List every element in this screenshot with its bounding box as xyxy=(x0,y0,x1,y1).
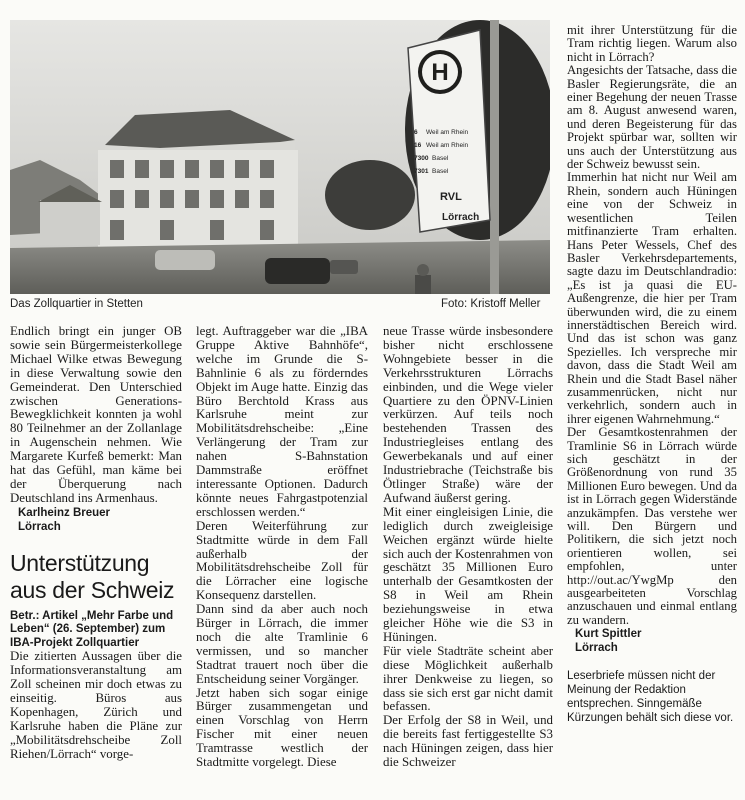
letter-2-signature xyxy=(567,627,737,655)
letter-2-body-start: Die zitierten Aussagen über die Informationsveranstaltung am Zoll scheinen mir doch etwas zu einseitig. Büros aus Kopenhagen, Zürich und Karlsruhe haben die Pläne zur „Mobilitätsdrehscheibe Zoll Riehen/Lörrach“ vorge- xyxy=(10,649,182,761)
column-3 xyxy=(383,325,553,770)
sign-row-num: 16 xyxy=(414,142,422,149)
photo-credit: Foto: Kristoff Meller xyxy=(441,298,541,310)
column-2 xyxy=(196,325,368,770)
sign-row-num: 6 xyxy=(414,129,418,136)
photo-caption: Das Zollquartier in Stetten xyxy=(10,298,143,310)
photo-illustration xyxy=(10,20,550,294)
letter-2-paragraph: Deren Weiterführung zur Stadtmitte würde in dem Fall außerhalb der Mobilitätsdrehscheibe Zoll für die Lörracher eine logische Konsequenz darstellen. xyxy=(196,518,368,603)
letter-2-paragraph: Mit einer eingleisigen Linie, die lediglich durch zweigleisige Weichen ergänzt würde hielte sich auch der Kostenrahmen von geschätzt 35 Millionen Euro unterhalb der Gesamtkosten der S8 in Weil am Rhein beziehungsweise in etwa gleicher Höhe wie die S3 in Hüningen. xyxy=(383,504,553,644)
letter-2-paragraph: Dann sind da aber auch noch Bürger in Lörrach, die immer noch die alte Tramlinie 6 vermissen, und so mancher Stadtrat trauert noch über die Entscheidung seiner Vorgänger. xyxy=(196,602,368,686)
headline-line-2: aus der Schweiz xyxy=(10,576,175,603)
editorial-disclaimer: Leserbriefe müssen nicht der Meinung der Redaktion entsprechen. Sinngemäße Kürzungen behält sich diese vor. xyxy=(567,670,734,725)
letter-2-paragraph: Jetzt haben sich sogar einige Bürger zusammengetan und einen Vorschlag von Herrn Fischer mit einer neuen Tramtrasse westlich der Stadtmitte vorgelegt. Diese xyxy=(196,685,368,770)
letter-2-paragraph: Immerhin hat nicht nur Weil am Rhein, sondern auch Hüningen eine von der Schweiz in wesentlichen Teilen mitfinanzierte Tram erhalten. Hans Peter Wessels, Chef des Basler Verkehrsdepartements, sagte dazu im Deutschlandradio: „Es ist ja quasi die EU-Außengrenze, die hier per Tram überwunden wird, die zu einem innerstädtischen Bereich wird. Und das ist schon was ganz Spezielles. Ich verspreche mir davon, dass die Stadt Weil am Rhein und die Stadt Basel näher zusammenrücken, nicht nur verkehrlich, sondern auch in ihrer eigenen Wahrnehmung.“ xyxy=(567,170,737,426)
sign-row-text: Weil am Rhein xyxy=(426,142,469,149)
sign-row-num: 7300 xyxy=(414,155,429,162)
letter-2-headline xyxy=(10,550,182,604)
sign-city: Lörrach xyxy=(442,212,480,223)
sign-letter: H xyxy=(431,59,449,86)
signature-name: Karlheinz Breuer xyxy=(18,506,111,519)
column-1 xyxy=(10,325,182,762)
sign-row-text: Basel xyxy=(432,155,449,162)
article-photo xyxy=(10,20,550,294)
letter-1-body: Endlich bringt ein junger OB sowie sein Bürgermeisterkollege Michael Wilke etwas Bewegung in diese Verwaltung sowie den Gemeinderat. Den Unterschied zwischen Generations-Bewegklichkeit konnten ja wohl 80 Teilnehmer an der Zollanlage in Augenschein nehmen. Wie Margarete Kurfeß bemerkt: Man hat das Gefühl, man käme bei der Überquerung nach Deutschland ins Armenhaus. xyxy=(10,324,182,505)
letter-2-paragraph: legt. Auftraggeber war die „IBA Gruppe Aktive Bahnhöfe“, welche im Grunde die S-Bahnlinie 6 als zu förderndes Objekt im Auge hatte. Einzig das Büro Berchtold Krass aus Karlsruhe meint zur Mobilitätsdrehscheibe: „Eine Verlängerung der Tram zur nahen S-Bahnstation Dammstraße eröffnet interessante Optionen. Dadurch könnte neues Fahrgastpotenzial erschlossen werden.“ xyxy=(196,324,368,519)
letter-1-signature xyxy=(10,506,182,534)
sign-row-num: 7301 xyxy=(414,168,429,175)
letter-2-paragraph: Der Erfolg der S8 in Weil, und die bereits fast fertiggestellte S3 nach Hüningen zeigen, dass hier die Schweizer xyxy=(383,713,553,770)
sign-brand: RVL xyxy=(440,191,462,203)
sign-row-text: Basel xyxy=(432,168,449,175)
signature-city: Lörrach xyxy=(18,520,61,533)
letter-2-paragraph: mit ihrer Unterstützung für die Tram richtig liegen. Warum also nicht in Lörrach? xyxy=(567,23,737,64)
headline-line-1: Unterstützung xyxy=(10,549,150,576)
letter-2-paragraph: Angesichts der Tatsache, dass die Basler Regierungsräte, die an einer Begehung der neuen Trasse am 8. August anwesend waren, und deren Begeisterung für das Projekt spürbar war, sollten wir uns auch der Unterstützung aus der Schweiz bewusst sein. xyxy=(567,63,737,172)
letter-2-paragraph: Der Gesamtkostenrahmen der Tramlinie S6 in Lörrach würde sich geschätzt in der Größenordnung von rund 35 Millionen Euro bewegen. Und da ist in Lörrach gegen Widerstände anzukämpfen. Das verstehe wer will. Den Bürgern und Politikern, die sich jetzt noch orientieren wollen, sei empfohlen, unter http://out.ac/YwgMp den ausgearbeiteten Vorschlag anzuschauen und einmal entlang zu wandern. xyxy=(567,425,737,627)
signature-name: Kurt Spittler xyxy=(575,628,642,641)
signature-city: Lörrach xyxy=(575,642,618,655)
letter-2-reference: Betr.: Artikel „Mehr Farbe und Leben“ (26. September) zum IBA-Projekt Zollquartier xyxy=(10,609,174,649)
letter-2-paragraph: Für viele Stadträte scheint aber diese Möglichkeit außerhalb ihrer Denkweise zu liegen, so dass sie sich erst gar nicht damit befassen. xyxy=(383,643,553,714)
sign-row-text: Weil am Rhein xyxy=(426,129,469,136)
letter-2-paragraph: neue Trasse würde insbesondere bisher nicht erschlossene Wohngebiete besser in die Verkehrsstrukturen Lörrachs einbinden, und die Wege vieler Quartiere zu den ÖPNV-Linien verkürzen. Auf teils noch bestehenden Trassen des Industriegleises entlang des Gewerbekanals und auf einer Industriebrache (Teichstraße bis Ötlinger Straße) wäre der Aufwand äußerst gering. xyxy=(383,324,553,505)
column-4 xyxy=(567,24,737,725)
bus-stop-sign xyxy=(408,30,490,232)
